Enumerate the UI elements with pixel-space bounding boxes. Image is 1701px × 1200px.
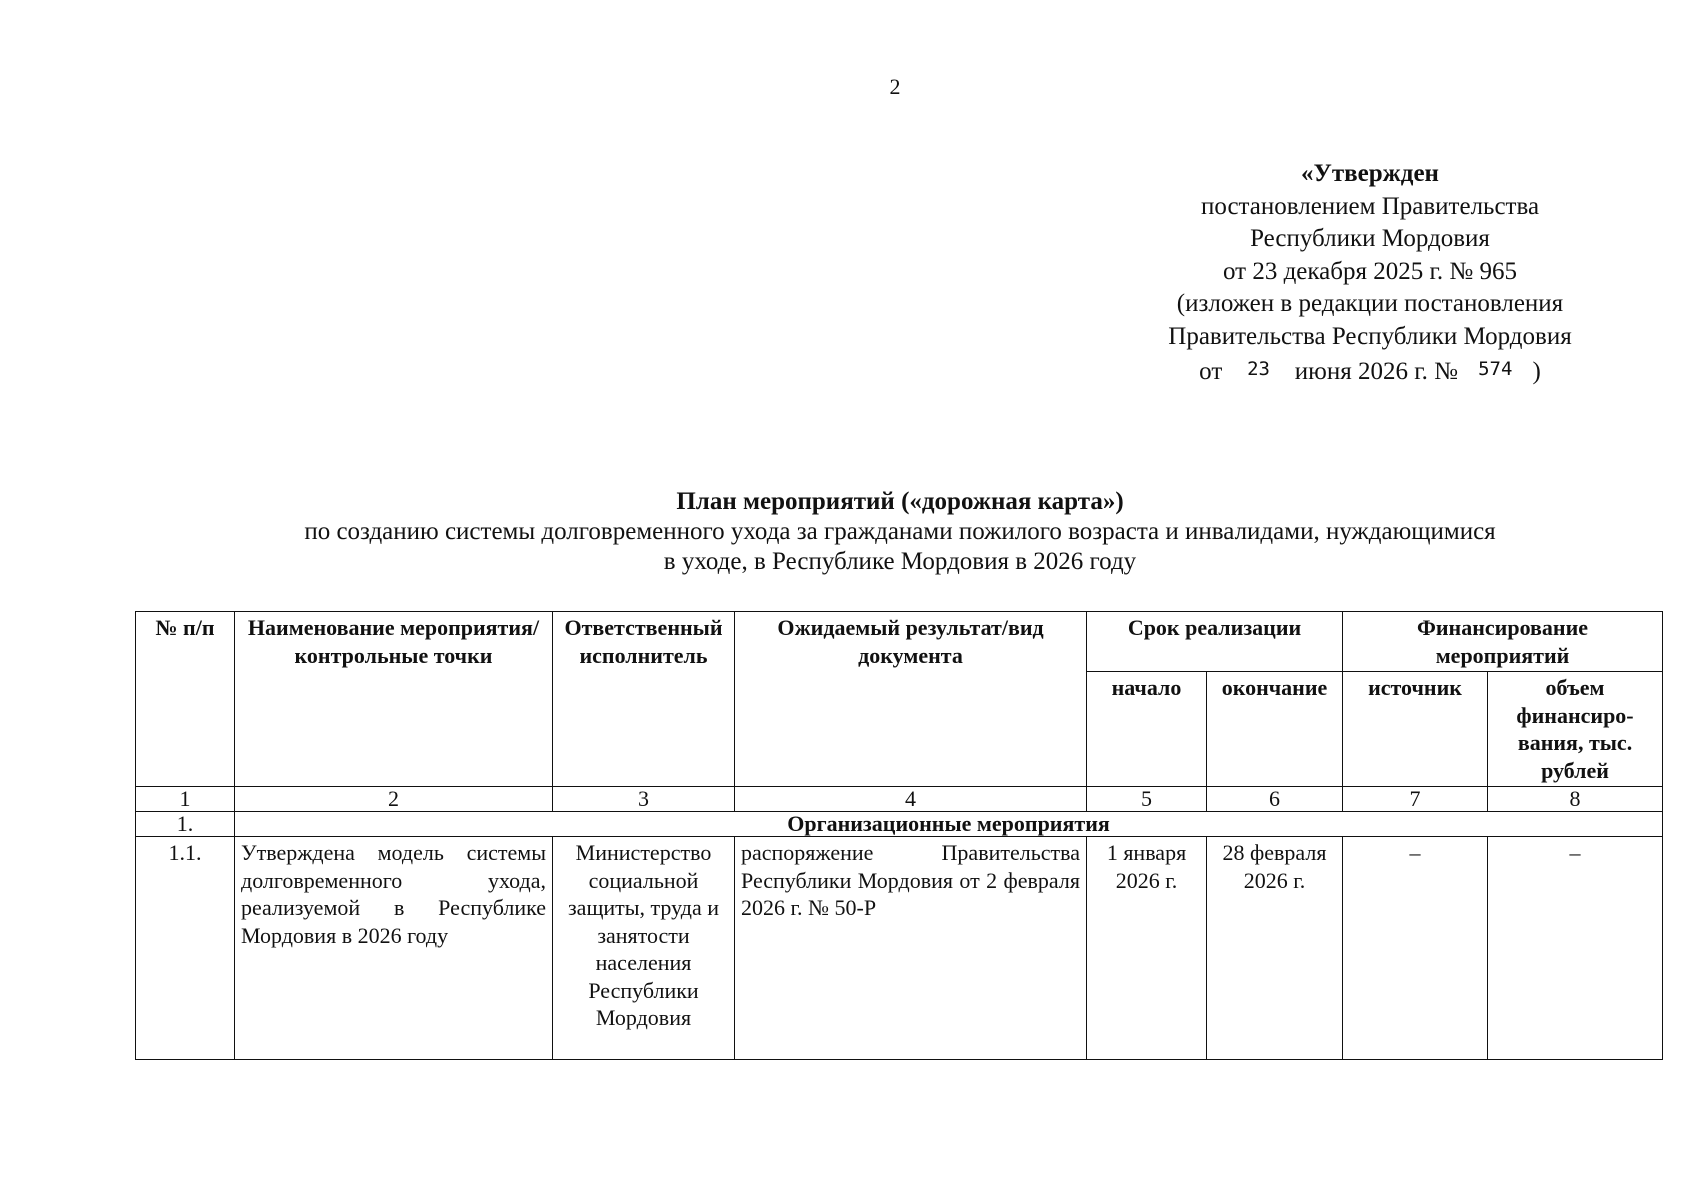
column-index: 4 [735, 787, 1087, 812]
row-source: – [1343, 837, 1488, 1060]
header-volume: объем финансиро-вания, тыс. рублей [1488, 672, 1663, 787]
row-end-date: 28 февраля 2026 г. [1207, 837, 1343, 1060]
header-term-start: начало [1087, 672, 1207, 787]
header-result: Ожидаемый результат/вид документа [735, 612, 1087, 787]
header-num: № п/п [136, 612, 235, 787]
plan-heading [135, 487, 1665, 577]
column-index: 2 [235, 787, 553, 812]
approval-line: постановлением Правительства [1200, 192, 1540, 220]
approval-from-label: от [1199, 358, 1223, 385]
approval-closing-paren: ) [1532, 358, 1541, 385]
header-name: Наименование мероприятия/ контрольные точки [235, 612, 553, 787]
table-header-row [136, 612, 1663, 672]
column-index: 6 [1207, 787, 1343, 812]
section-title: Организационные мероприятия [235, 812, 1663, 837]
row-result: распоряжение Правительства Республики Мордовия от 2 февраля 2026 г. № 50-Р [735, 837, 1087, 1060]
section-number: 1. [136, 812, 235, 837]
row-start-date: 1 января 2026 г. [1087, 837, 1207, 1060]
header-source: источник [1343, 672, 1488, 787]
approval-line: (изложен в редакции постановления [1176, 290, 1564, 317]
page-number: 2 [889, 74, 901, 99]
approval-line: Республики Мордовия [1250, 225, 1490, 252]
handwritten-number: 574 [1478, 358, 1513, 380]
plan-title: План мероприятий («дорожная карта») [676, 488, 1124, 515]
column-index: 7 [1343, 787, 1488, 812]
row-executor: Министерство социальной защиты, труда и занятости населения Республики Мордовия [553, 837, 735, 1060]
row-name: Утверждена модель системы долговременного ухода, реализуемой в Республике Мордовия в 2026 году [235, 837, 553, 1060]
column-index: 3 [553, 787, 735, 812]
approval-line: «Утвержден [1301, 160, 1439, 187]
column-index: 5 [1087, 787, 1207, 812]
column-index-row [136, 787, 1663, 812]
approval-line: Правительства Республики Мордовия [1168, 322, 1572, 350]
roadmap-table [135, 611, 1663, 1060]
column-index: 1 [136, 787, 235, 812]
approval-month-label: июня 2026 г. № [1294, 358, 1458, 385]
approval-stamp [1120, 158, 1620, 389]
row-number: 1.1. [136, 837, 235, 1060]
plan-subtitle: в уходе, в Республике Мордовия в 2026 году [663, 548, 1137, 575]
row-volume: – [1488, 837, 1663, 1060]
table-row [136, 837, 1663, 1060]
handwritten-day: 23 [1247, 358, 1270, 380]
header-financing: Финансирование мероприятий [1343, 612, 1663, 672]
header-term-end: окончание [1207, 672, 1343, 787]
approval-date-line [1120, 353, 1620, 389]
section-row [136, 812, 1663, 837]
header-term: Срок реализации [1087, 612, 1343, 672]
plan-subtitle: по созданию системы долговременного ухода за гражданами пожилого возраста и инвалидами, нуждающимися [304, 518, 1496, 545]
header-executor: Ответственный исполнитель [553, 612, 735, 787]
approval-line: от 23 декабря 2025 г. № 965 [1222, 257, 1518, 285]
column-index: 8 [1488, 787, 1663, 812]
